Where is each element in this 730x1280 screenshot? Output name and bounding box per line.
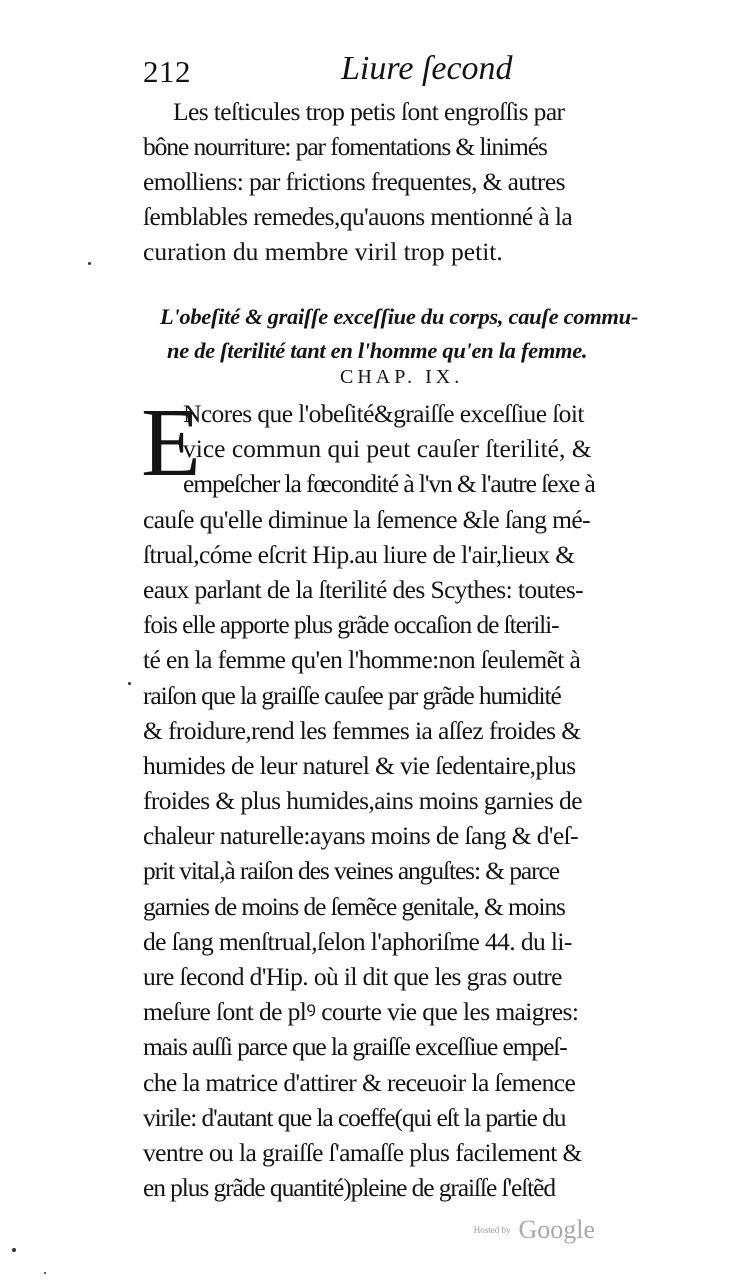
chapter-body: [141, 389, 708, 1205]
paper-speck: [128, 682, 131, 685]
text-line: garnies de moins de ſemẽce genitale, & moins: [143, 891, 565, 921]
text-line: fois elle apporte plus grãde occaſion de ſterili-: [143, 610, 559, 640]
chapter-heading: CHAP. IX.: [340, 366, 464, 388]
text-line: mais auſſi parce que la graiſſe exceſſiue empeſ-: [143, 1032, 567, 1062]
text-line: cauſe qu'elle diminue la ſemence &le ſang mé-: [143, 504, 591, 534]
paper-speck: [44, 1272, 46, 1274]
text-line: en plus grãde quantité)pleine de graiſſe ſ'eſtẽd: [143, 1173, 556, 1203]
page-number: 212: [143, 54, 191, 89]
text-line: humides de leur naturel & vie ſedentaire,plus: [143, 750, 576, 780]
text-line: vice commun qui peut cauſer ſterilité, &: [183, 434, 592, 464]
text-line: ure ſecond d'Hip. où il dit que les gras outre: [143, 962, 562, 991]
text-line: emolliens: par frictions frequentes, & autres: [143, 167, 565, 196]
text-line: eaux parlant de la ſterilité des Scythes: toutes-: [143, 574, 584, 604]
text-line: ſemblables remedes,qu'auons mentionné à la: [143, 202, 573, 231]
paper-speck: [88, 262, 91, 265]
text-line: empeſcher la fœcondité à l'vn & l'autre ſexe à: [183, 469, 595, 499]
hosted-by-label: Hosted by: [473, 1225, 511, 1235]
intro-paragraph: [143, 94, 703, 269]
text-line: raiſon que la graiſſe cauſee par grãde humidité: [143, 680, 561, 710]
section-title-line: ne de ſterilité tant en l'homme qu'en la femme.: [167, 338, 588, 363]
text-line: virile: d'autant que la coeffe(qui eſt la partie du: [143, 1102, 566, 1132]
text-line: curation du membre viril trop petit.: [143, 237, 503, 266]
section-title: [160, 300, 705, 368]
section-title-line: L'obeſité & graiſſe exceſſiue du corps, cauſe commu-: [160, 304, 639, 329]
hosted-by-watermark: [474, 1215, 595, 1245]
text-line: prit vital,à raiſon des veines anguſtes: & parce: [143, 856, 559, 886]
text-line: meſure ſont de plꝰ courte vie que les maigres:: [143, 997, 579, 1027]
book-title: Liure ſecond: [341, 50, 513, 87]
text-line: té en la femme qu'en l'homme:non ſeulemẽt à: [143, 645, 581, 675]
paper-speck: [12, 1248, 16, 1252]
text-line: che la matrice d'attirer & receuoir la ſemence: [143, 1067, 576, 1097]
drop-cap: E: [141, 389, 201, 497]
text-line: ſtrual,cóme eſcrit Hip.au liure de l'air,lieux &: [143, 539, 575, 569]
text-line: chaleur naturelle:ayans moins de ſang & d'eſ-: [143, 821, 579, 851]
google-logo: Google: [518, 1215, 595, 1244]
text-line: froides & plus humides,ains moins garnies de: [143, 786, 582, 816]
text-line: Ncores que l'obeſité&graiſſe exceſſiue ſoit: [183, 399, 584, 428]
text-line: & froidure,rend les femmes ia aſſez froides &: [143, 715, 581, 745]
text-line: Les teſticules trop petis ſont engroſſis par: [173, 97, 565, 126]
running-head: [143, 50, 683, 94]
text-line: de ſang menſtrual,ſelon l'aphoriſme 44. du li-: [143, 926, 572, 956]
text-line: ventre ou la graiſſe ſ'amaſſe plus facilement &: [143, 1137, 582, 1167]
text-line: bône nourriture: par fomentations & linimés: [143, 132, 547, 161]
